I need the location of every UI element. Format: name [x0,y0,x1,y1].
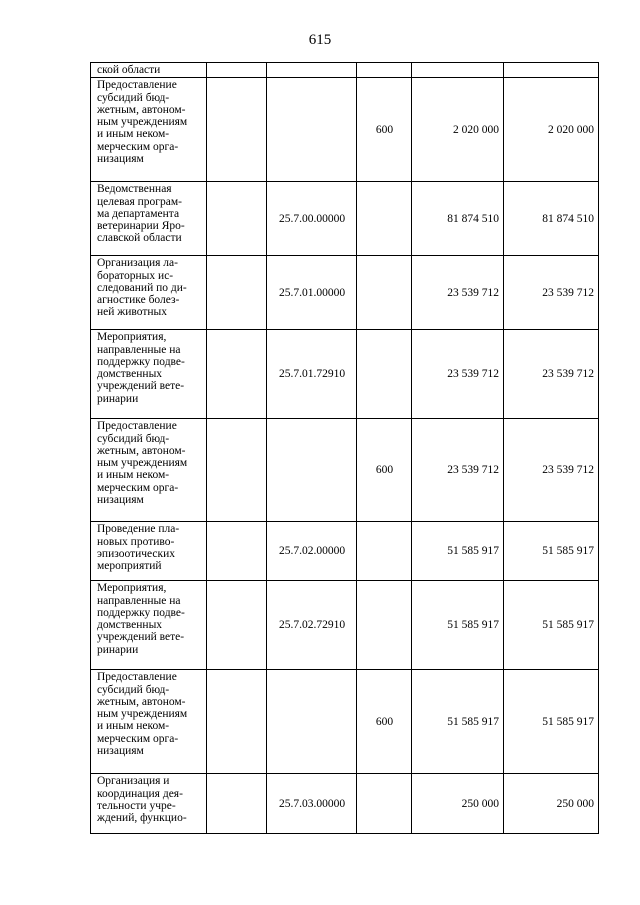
row-col2-cell [207,63,267,78]
row-type-cell [357,63,412,78]
row-code-cell [267,78,357,182]
row-name-cell: Предоставление субсидий бюд- жетным, автоном- ным учреждениям и иным неком- мерческим орга- низациям [91,670,207,774]
row-name-cell: Организация и координация дея- тельности учре- ждений, функцио- [91,774,207,834]
row-code-cell [267,419,357,522]
row-amount1-cell: 23 539 712 [412,256,504,330]
row-col2-cell [207,256,267,330]
row-type-cell: 600 [357,670,412,774]
row-name-cell: ской области [91,63,207,78]
row-code-cell: 25.7.02.72910 [267,581,357,670]
row-amount2-cell: 51 585 917 [504,581,599,670]
page-number: 615 [308,32,332,48]
table-row [91,581,599,670]
row-code-cell: 25.7.01.72910 [267,330,357,419]
budget-table [90,62,599,834]
row-amount2-cell: 23 539 712 [504,256,599,330]
row-col2-cell [207,182,267,256]
row-amount1-cell: 23 539 712 [412,330,504,419]
row-amount1-cell: 250 000 [412,774,504,834]
table-row [91,419,599,522]
row-amount2-cell [504,63,599,78]
row-type-cell [357,330,412,419]
table-row [91,182,599,256]
table-row [91,670,599,774]
table-row [91,256,599,330]
row-amount1-cell: 2 020 000 [412,78,504,182]
row-amount2-cell: 51 585 917 [504,670,599,774]
row-col2-cell [207,774,267,834]
row-name-cell: Ведомственная целевая програм- ма департамента ветеринарии Яро- славской области [91,182,207,256]
row-col2-cell [207,330,267,419]
row-amount1-cell: 51 585 917 [412,522,504,581]
row-amount2-cell: 250 000 [504,774,599,834]
row-amount2-cell: 23 539 712 [504,419,599,522]
row-code-cell [267,670,357,774]
table-row [91,78,599,182]
row-code-cell [267,63,357,78]
row-col2-cell [207,419,267,522]
row-name-cell: Предоставление субсидий бюд- жетным, автоном- ным учреждениям и иным неком- мерческим орга- низациям [91,419,207,522]
row-amount2-cell: 81 874 510 [504,182,599,256]
row-amount1-cell: 51 585 917 [412,670,504,774]
row-amount1-cell [412,63,504,78]
table-row [91,330,599,419]
row-amount2-cell: 2 020 000 [504,78,599,182]
row-type-cell: 600 [357,419,412,522]
row-type-cell: 600 [357,78,412,182]
row-type-cell [357,774,412,834]
row-type-cell [357,581,412,670]
row-type-cell [357,256,412,330]
table-row [91,63,599,78]
row-name-cell: Мероприятия, направленные на поддержку подве- домственных учреждений вете- ринарии [91,581,207,670]
row-amount1-cell: 23 539 712 [412,419,504,522]
row-amount1-cell: 51 585 917 [412,581,504,670]
row-col2-cell [207,78,267,182]
row-name-cell: Предоставление субсидий бюд- жетным, автоном- ным учреждениям и иным неком- мерческим орга- низациям [91,78,207,182]
row-amount2-cell: 23 539 712 [504,330,599,419]
row-amount1-cell: 81 874 510 [412,182,504,256]
row-type-cell [357,522,412,581]
row-code-cell: 25.7.03.00000 [267,774,357,834]
row-name-cell: Организация ла- бораторных ис- следований по ди- агностике болез- ней животных [91,256,207,330]
row-code-cell: 25.7.01.00000 [267,256,357,330]
row-name-cell: Мероприятия, направленные на поддержку подве- домственных учреждений вете- ринарии [91,330,207,419]
row-name-cell: Проведение пла- новых противо- эпизоотических мероприятий [91,522,207,581]
row-code-cell: 25.7.00.00000 [267,182,357,256]
row-col2-cell [207,522,267,581]
table-row [91,774,599,834]
row-col2-cell [207,581,267,670]
row-type-cell [357,182,412,256]
row-code-cell: 25.7.02.00000 [267,522,357,581]
row-col2-cell [207,670,267,774]
table-row [91,522,599,581]
row-amount2-cell: 51 585 917 [504,522,599,581]
